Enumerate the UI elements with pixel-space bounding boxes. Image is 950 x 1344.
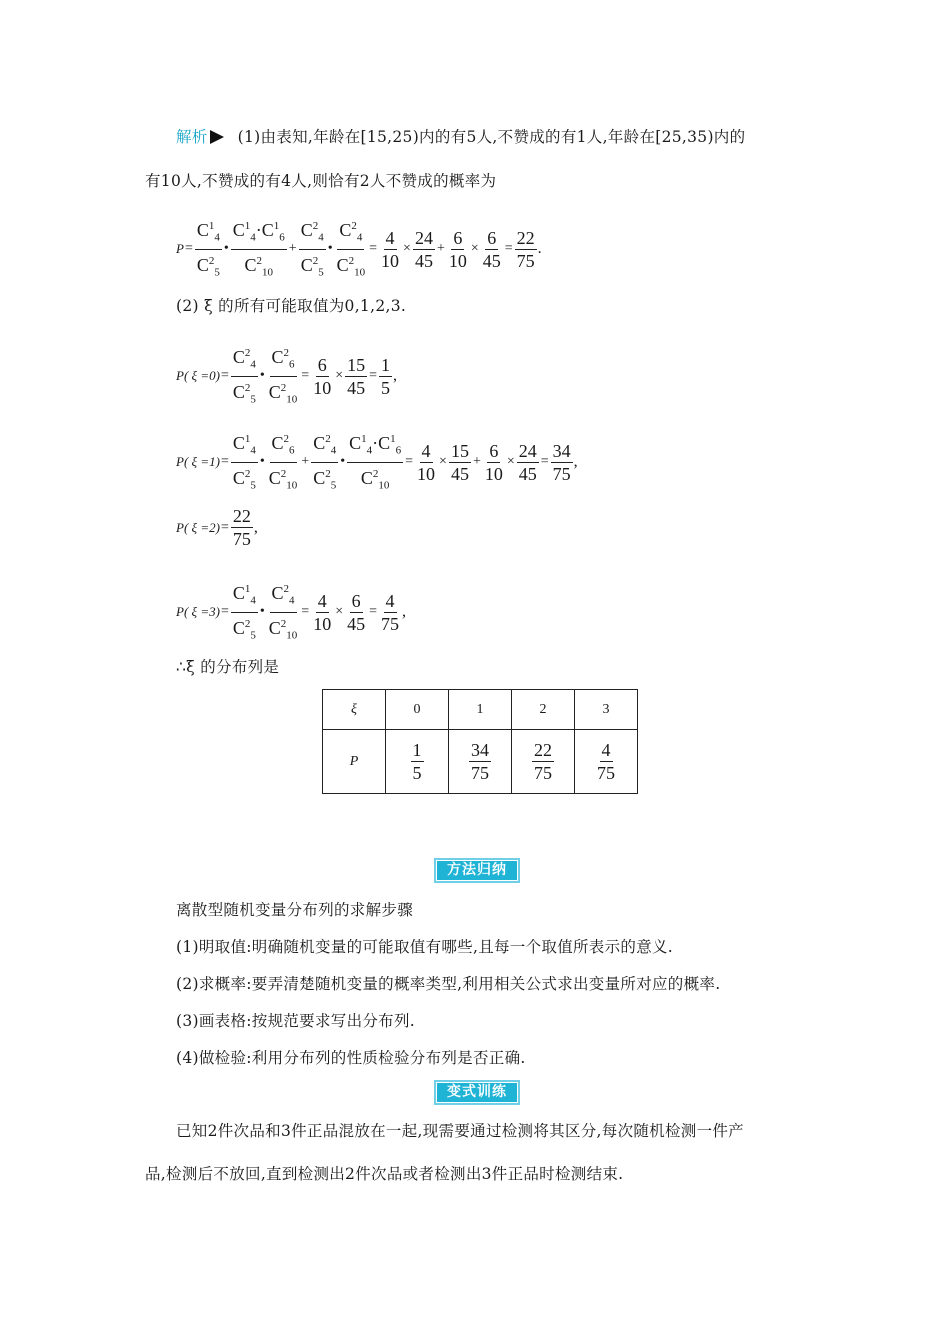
- formula-xi3-label: P( ξ =3): [176, 604, 220, 620]
- formula-xi2-label: P( ξ =2): [176, 519, 220, 535]
- table-header-cell: 1: [449, 690, 512, 730]
- table-header-row: [323, 690, 638, 730]
- formula-xi0-label: P( ξ =0): [176, 368, 220, 384]
- variant-line-1: 已知2件次品和3件正品混放在一起,现需要通过检测将其区分,每次随机检测一件产: [176, 1122, 744, 1140]
- distribution-table: [322, 689, 638, 794]
- variant-line-2: 品,检测后不放回,直到检测出2件次品或者检测出3件正品时检测结束.: [145, 1165, 624, 1183]
- formula-xi3: P( ξ =3) = $\frac{C^1_4}{C^2_5}$ • $\frac{C^2_4}{C^2_{10}}$ = $\frac{4}{10}$ × $\frac{6}{45}$ = $\frac{4}{75}$ ,: [176, 578, 406, 646]
- solution-text-1: (1)由表知,年龄在[15,25)内的有5人,不赞成的有1人,年龄在[25,35)内的: [237, 128, 746, 146]
- table-cell: $\frac{4}{75}$: [575, 730, 638, 794]
- table-header-cell: 3: [575, 690, 638, 730]
- formula-xi1: P( ξ =1) = $\frac{C^1_4}{C^2_5}$ • $\frac{C^2_6}{C^2_{10}}$ + $\frac{C^2_4}{C^2_5}$ • $\frac{C^1_4\cdot C^1_6}{C^2_{10}}$ = $\frac{4}{10}$ × $\frac{15}{45}$ + $\frac{6}{10}$ × $\frac{24}{45}$ = $\frac{34}{75}$ ,: [176, 428, 578, 496]
- formula-xi0: P( ξ =0) = $\frac{C^2_4}{C^2_5}$ • $\frac{C^2_6}{C^2_{10}}$ = $\frac{6}{10}$ × $\frac{15}{45}$ = $\frac{1}{5}$ ,: [176, 342, 397, 410]
- table-cell: $\frac{1}{5}$: [386, 730, 449, 794]
- method-step: (2)求概率:要弄清楚随机变量的概率类型,利用相关公式求出变量所对应的概率.: [176, 975, 721, 993]
- dist-intro: ∴ξ 的分布列是: [176, 658, 280, 676]
- method-step: (1)明取值:明确随机变量的可能取值有哪些,且每一个取值所表示的意义.: [176, 938, 674, 956]
- table-header-cell: 2: [512, 690, 575, 730]
- method-badge: 方法归纳: [434, 858, 520, 883]
- table-cell: $\frac{22}{75}$: [512, 730, 575, 794]
- part2-intro: (2) ξ 的所有可能取值为0,1,2,3.: [176, 297, 407, 315]
- formula-p-label: P: [176, 241, 184, 257]
- formula-xi1-label: P( ξ =1): [176, 454, 220, 470]
- formula-xi2: P( ξ =2) = $\frac{22}{75}$ ,: [176, 506, 258, 549]
- solution-text-2: 有10人,不赞成的有4人,则恰有2人不赞成的概率为: [145, 172, 497, 190]
- variant-badge: 变式训练: [434, 1080, 520, 1105]
- solution-line-1: [176, 126, 745, 148]
- table-row: [323, 730, 638, 794]
- table-row-label: P: [323, 730, 386, 794]
- play-arrow-icon: [210, 130, 224, 144]
- method-title: 离散型随机变量分布列的求解步骤: [176, 901, 414, 919]
- formula-p: P = $\frac{C^1_4}{C^2_5}$ • $\frac{C^1_4\cdot C^1_6}{C^2_{10}}$ + $\frac{C^2_4}{C^2_5}$ • $\frac{C^2_4}{C^2_{10}}$ = $\frac{4}{10}$ × $\frac{24}{45}$ + $\frac{6}{10}$ × $\frac{6}{45}$ = $\frac{22}{75}$ .: [176, 215, 542, 283]
- method-step: (4)做检验:利用分布列的性质检验分布列是否正确.: [176, 1049, 526, 1067]
- method-step: (3)画表格:按规范要求写出分布列.: [176, 1012, 416, 1030]
- table-header-cell: 0: [386, 690, 449, 730]
- table-header-xi: ξ: [323, 690, 386, 730]
- solution-tag: 解析: [176, 128, 208, 146]
- table-cell: $\frac{34}{75}$: [449, 730, 512, 794]
